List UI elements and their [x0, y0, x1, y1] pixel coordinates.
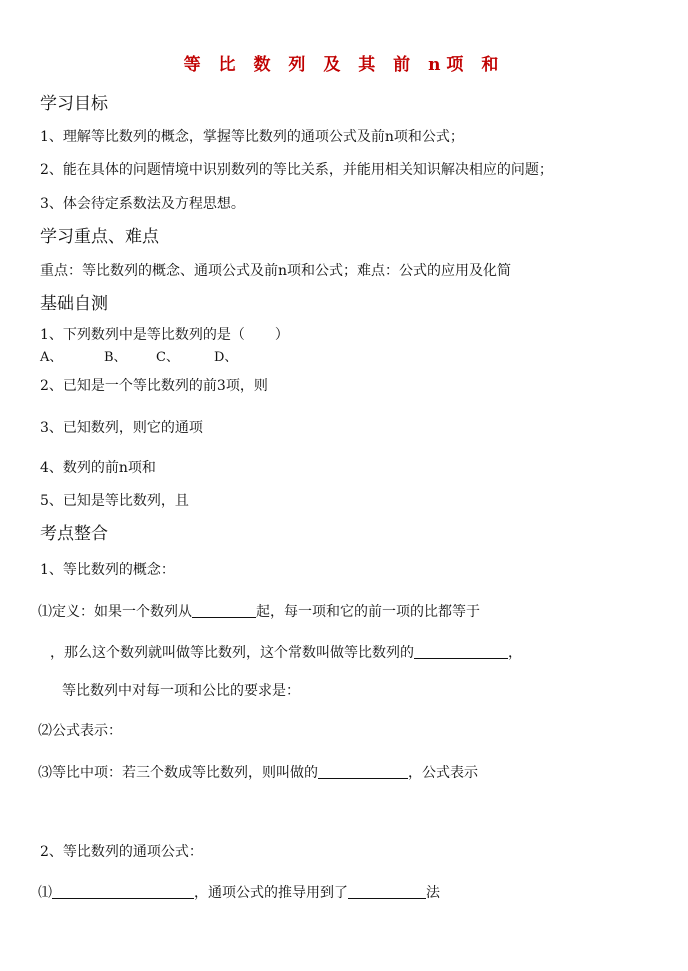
section-heading-goals: 学习目标: [40, 94, 108, 114]
definition-text-b: 起，每一项和它的前一项的比都等于: [256, 604, 480, 620]
key-points-text: 重点：等比数列的概念、通项公式及前n项和公式；难点：公式的应用及化简: [40, 263, 512, 279]
question-4: 4、数列的前n项和: [40, 460, 156, 476]
question-2: 2、已知是一个等比数列的前3项，则: [40, 378, 268, 394]
requirement-line: 等比数列中对每一项和公比的要求是：: [62, 683, 300, 699]
goal-item-1: 1、理解等比数列的概念，掌握等比数列的通项公式及前n项和公式；: [40, 129, 464, 145]
goal-item-3: 3、体会待定系数法及方程思想。: [40, 196, 245, 212]
blank-mean-name[interactable]: [318, 764, 408, 779]
gen-text-c: 法: [426, 885, 440, 901]
formula-line: ⑵公式表示：: [38, 723, 122, 739]
blank-start-term[interactable]: [192, 603, 256, 618]
definition-text-a: ⑴定义：如果一个数列从: [38, 604, 192, 620]
question-5: 5、已知是等比数列，且: [40, 493, 189, 509]
gen-text-b: ，通项公式的推导用到了: [194, 885, 348, 901]
section-heading-points: 考点整合: [40, 524, 108, 544]
option-c: C、: [156, 350, 179, 365]
general-term-line: [38, 884, 440, 900]
blank-ratio-name[interactable]: [414, 644, 508, 659]
definition-line-2: [50, 644, 522, 660]
goal-item-2: 2、能在具体的问题情境中识别数列的等比关系，并能用相关知识解决相应的问题；: [40, 162, 553, 178]
definition-line-1: [38, 603, 480, 619]
question-3: 3、已知数列，则它的通项: [40, 420, 203, 436]
definition2-text-b: ，: [508, 645, 522, 661]
mid-text-a: ⑶等比中项：若三个数成等比数列，则叫做的: [38, 765, 318, 781]
mid-text-b: ，公式表示: [408, 765, 478, 781]
option-a: A、: [40, 350, 63, 365]
question-1: [40, 328, 289, 342]
blank-method[interactable]: [348, 884, 426, 899]
page-title: 等 比 数 列 及 其 前 n项 和: [183, 55, 505, 75]
point-1-title: 1、等比数列的概念：: [40, 562, 175, 578]
question-1-options: [40, 351, 237, 364]
question-1-close: ）: [274, 327, 289, 343]
point-2-title: 2、等比数列的通项公式：: [40, 844, 203, 860]
definition2-text-a: ，那么这个数列就叫做等比数列，这个常数叫做等比数列的: [50, 645, 414, 661]
gen-text-a: ⑴: [38, 885, 52, 901]
section-heading-test: 基础自测: [40, 294, 108, 314]
section-heading-key: 学习重点、难点: [40, 227, 159, 247]
option-b: B、: [104, 350, 127, 365]
option-d: D、: [214, 350, 238, 365]
blank-general-formula[interactable]: [52, 884, 194, 899]
question-1-text: 1、下列数列中是等比数列的是（: [40, 327, 245, 343]
geometric-mean-line: [38, 764, 478, 780]
